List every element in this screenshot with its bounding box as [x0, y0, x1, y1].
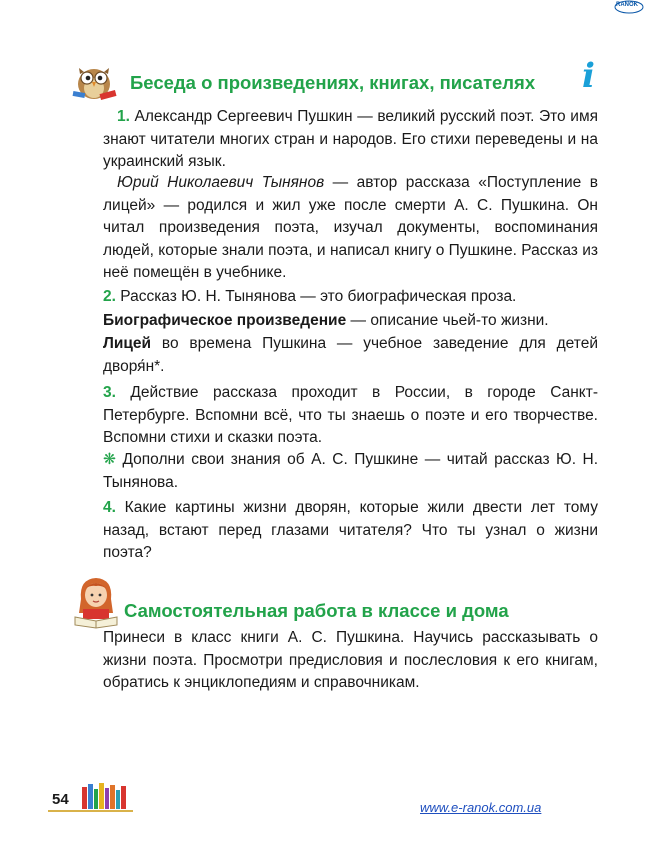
- item-number: 2.: [103, 288, 116, 305]
- info-icon: i: [582, 56, 595, 96]
- paragraph-1: [103, 106, 598, 174]
- paragraph-8: [103, 497, 598, 565]
- books-icon: [80, 781, 130, 809]
- paragraph-text: — автор рассказа «Поступление в лицей» — родился и жил уже после смерти А. С. Пушкина. Он читал произведения поэта, изучал документы, воспоминания людей, которые знали поэта, и написал книгу о Пушкине. Рассказ из неё помещён в учебнике.: [103, 174, 598, 281]
- paragraph-9: [103, 627, 598, 695]
- asterisk-mark-icon: ❋: [103, 451, 116, 468]
- page-number: 54: [52, 791, 69, 808]
- publisher-logo-text: RANOK: [616, 2, 638, 8]
- paragraph-text: Какие картины жизни дворян, которые жили двести лет тому назад, встают перед глазами читателя? Что ты узнал о жизни поэта?: [103, 499, 598, 561]
- paragraph-5: [103, 333, 598, 378]
- paragraph-text: во времена Пушкина — учебное заведение для детей дворя́н*.: [103, 335, 598, 375]
- paragraph-text: Дополни свои знания об А. С. Пушкине — читай рассказ Ю. Н. Тынянова.: [103, 451, 598, 491]
- girl-reading-icon: [73, 573, 119, 629]
- paragraph-2: [103, 172, 598, 285]
- paragraph-text: Принеси в класс книги А. С. Пушкина. Научись рассказывать о жизни поэта. Просмотри предисловия и послесловия к его книгам, обратись к энциклопедиям и справочникам.: [103, 629, 598, 691]
- term: Биографическое произведение: [103, 312, 347, 329]
- section-title-discussion: Беседа о произведениях, книгах, писателях: [130, 72, 536, 93]
- owl-icon: [70, 62, 120, 102]
- paragraph-7: [103, 449, 598, 494]
- paragraph-text: Рассказ Ю. Н. Тынянова — это биографическая проза.: [115, 288, 517, 305]
- website-link[interactable]: www.e-ranok.com.ua: [420, 800, 542, 815]
- author-name: Юрий Николаевич Тынянов: [117, 174, 325, 191]
- item-number: 1.: [117, 108, 130, 125]
- item-number: 4.: [103, 499, 116, 516]
- paragraph-6: [103, 382, 598, 450]
- paragraph-text: Александр Сергеевич Пушкин — великий русский поэт. Это имя знают читатели многих стран и народов. Его стихи переведены и на украинский язык.: [103, 108, 598, 170]
- item-number: 3.: [103, 384, 116, 401]
- paragraph-3: [103, 286, 598, 309]
- paragraph-text: — описание чьей-то жизни.: [346, 312, 549, 329]
- paragraph-text: Действие рассказа проходит в России, в городе Санкт-Петербурге. Вспомни всё, что ты знаешь о поэте и его творчестве. Вспомни стихи и сказки поэта.: [103, 384, 598, 446]
- section-title-independent-work: Самостоятельная работа в классе и дома: [124, 600, 509, 621]
- footer-divider: [48, 810, 133, 812]
- term: Лицей: [103, 335, 152, 352]
- paragraph-4: [103, 310, 598, 333]
